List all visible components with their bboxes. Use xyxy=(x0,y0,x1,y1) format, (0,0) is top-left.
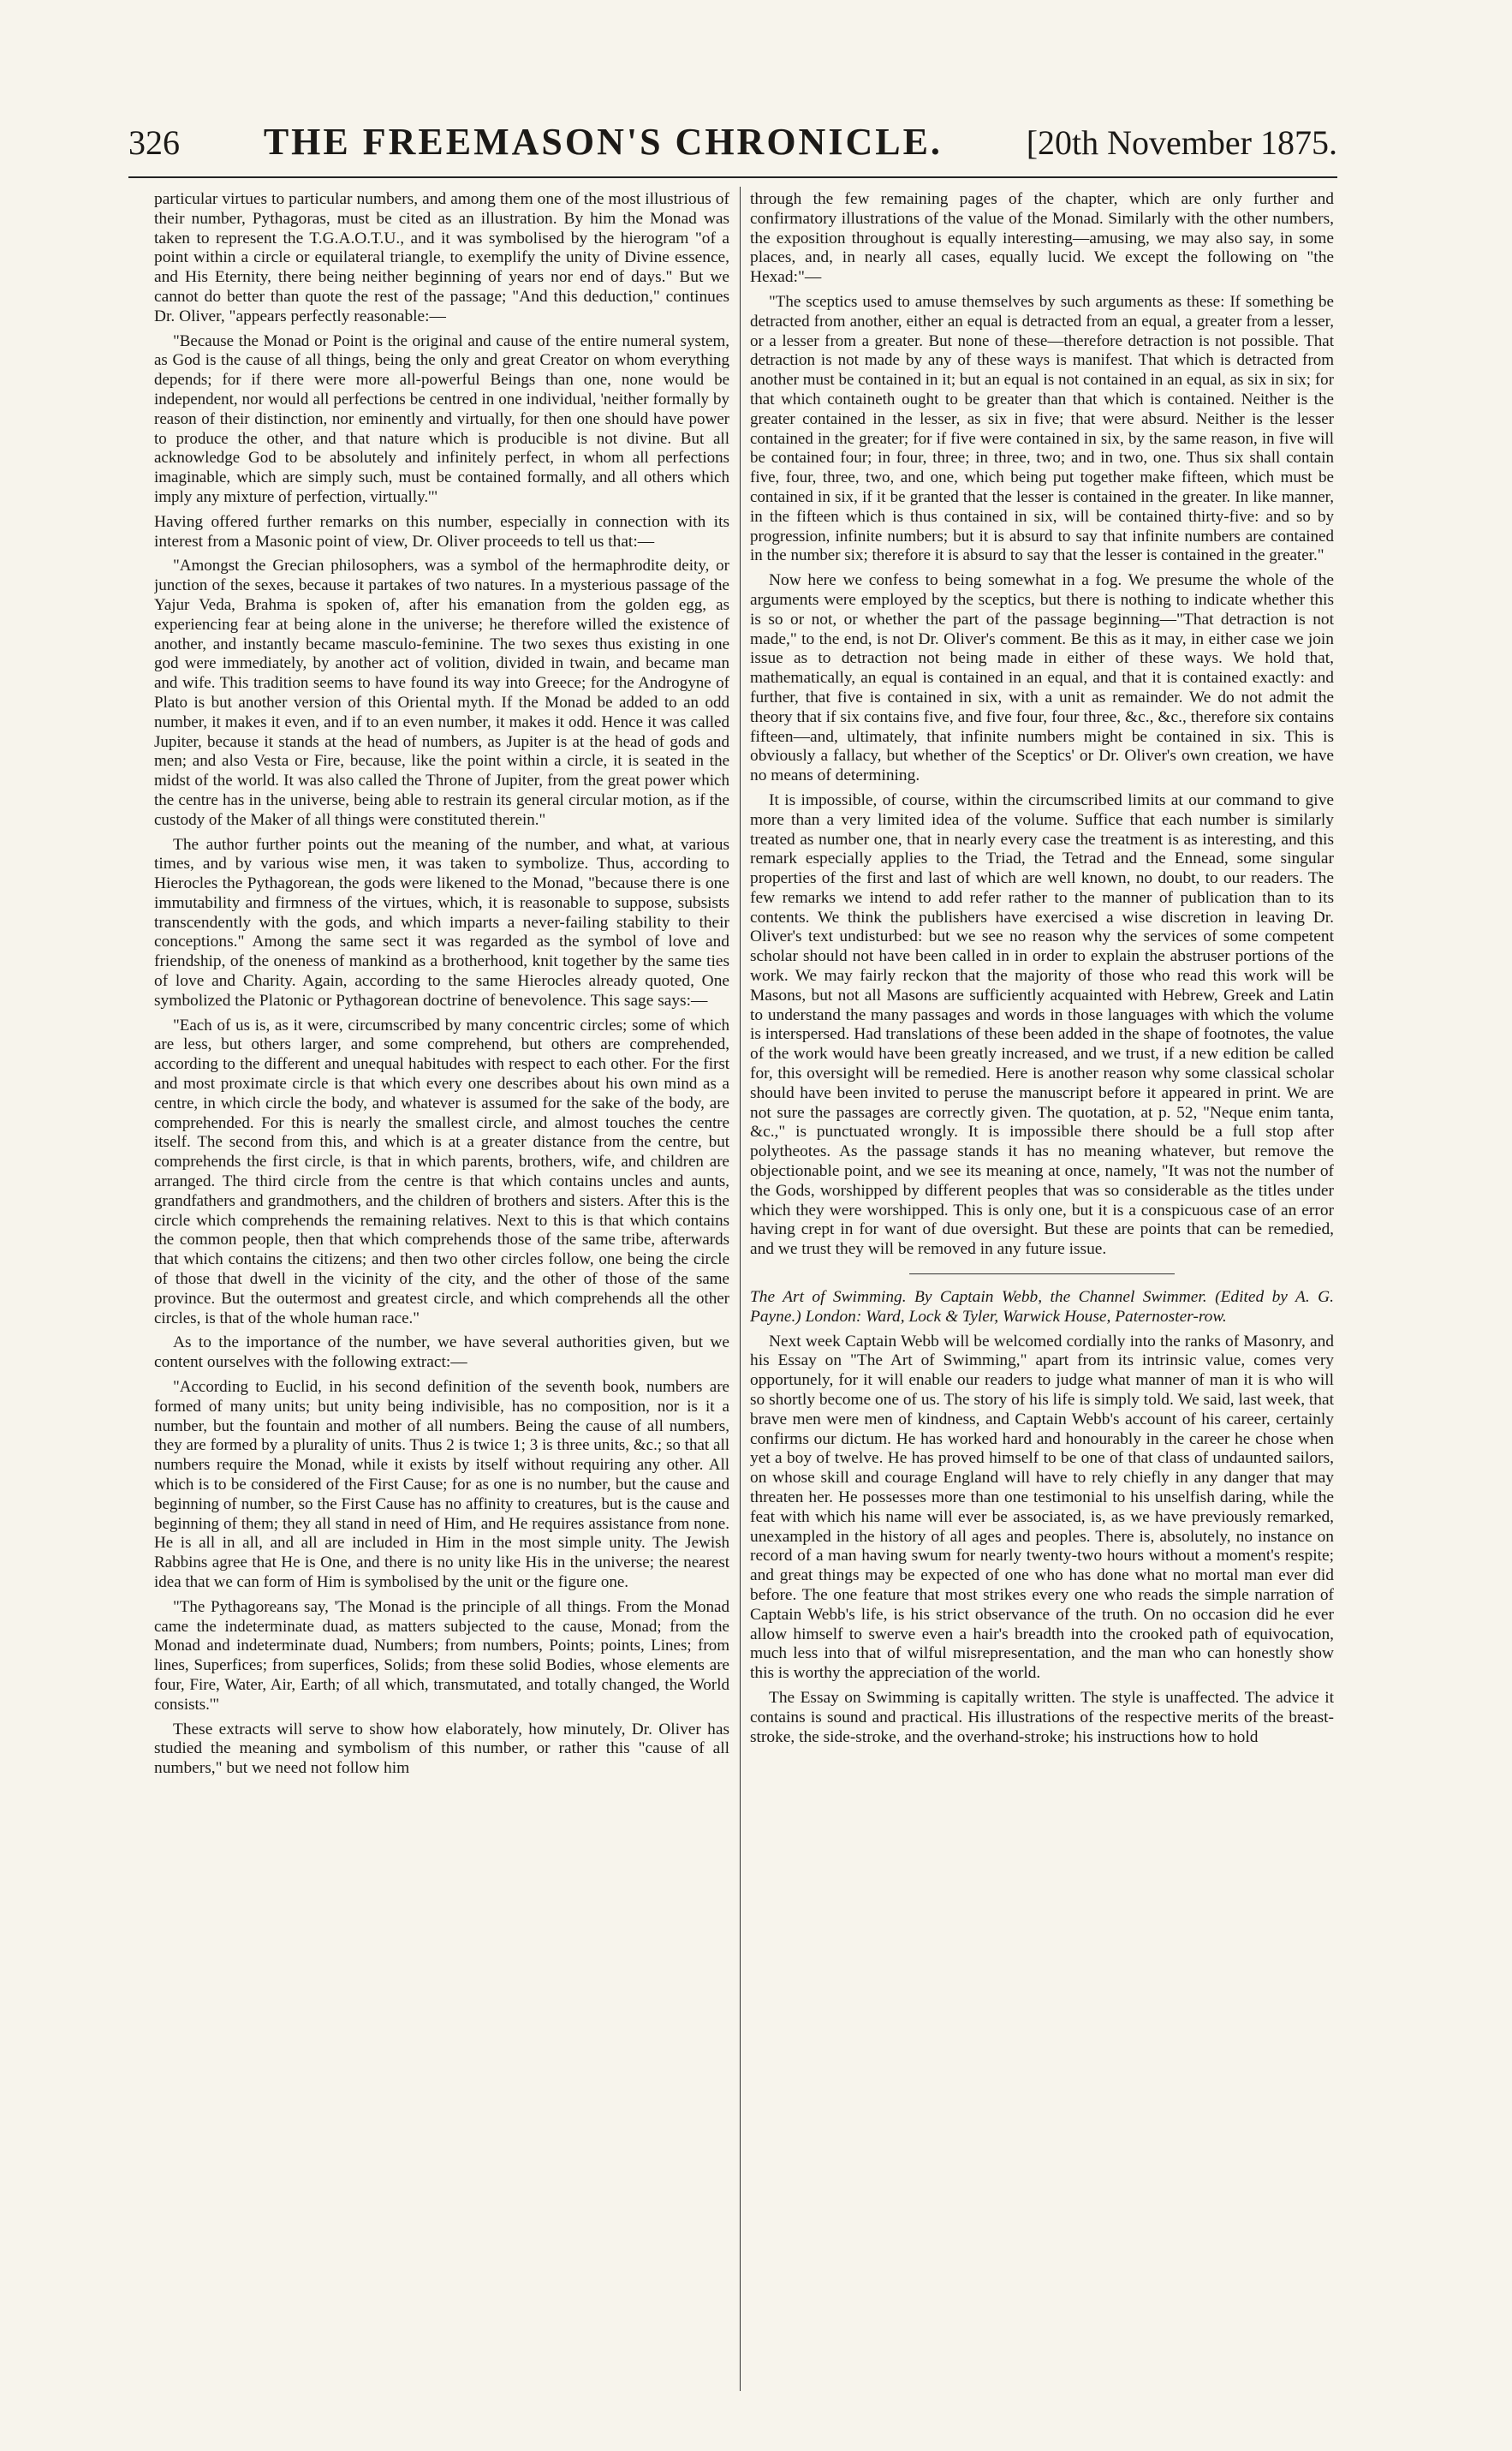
paragraph: The author further points out the meaning of the number, and what, at various times, and by various wise men, it was taken to symbolize. Thus, according to Hierocles the Pythagorean, the gods were likened to the Monad, "because there is one immutability and firmness of the virtues, which, it is reasonable to suppose, subsists transcendently with the gods, and which imparts a never-failing stability to their conceptions." Among the same sect it was regarded as the symbol of love and friendship, of the oneness of mankind as a brotherhood, knit together by the same ties of love and Charity. Again, according to the same Hierocles already quoted, One symbolized the Platonic or Pythagorean doctrine of benevolence. This sage says:— xyxy=(154,835,729,1010)
paragraph: The Essay on Swimming is capitally written. The style is unaffected. The advice it contains is sound and practical. His illustrations of the respective merits of the breast-stroke, the side-stroke, and the overhand-stroke; his instructions how to hold xyxy=(750,1688,1334,1746)
masthead xyxy=(128,120,1337,171)
quotation: "The sceptics used to amuse themselves by such arguments as these: If something be detracted from another, either an equal is detracted from an equal, a greater from a lesser, or a lesser from a greater. But none of these—therefore detraction is not possible. That detraction is not made by any of these ways is manifest. That which is detracted from another must be contained in it; but an equal is not contained in an equal, as six in six; for that which containeth ought to be greater than that which is contained. Neither is the greater contained in the lesser, as six in five; that were absurd. Neither is the lesser contained in the greater; for if five were contained in six, by the same reason, in five will be contained four; in four, three; in three, two; and in two, one. Thus six shall contain five, four, three, two, and one, which being put together make fifteen, which must be contained in six, if it be granted that the lesser is contained in the greater. In like manner, in the fifteen which is thus contained in six, will be contained thirty-five: and so by progression, infinite numbers; but it is absurd to say that infinite numbers are contained in the number six; therefore it is absurd to say that the lesser is contained in the greater." xyxy=(750,292,1334,565)
paragraph: As to the importance of the number, we have several authorities given, but we content ourselves with the following extract:— xyxy=(154,1333,729,1372)
paragraph: It is impossible, of course, within the circumscribed limits at our command to give more than a very limited idea of the volume. Suffice that each number is similarly treated as number one, that in nearly every case the treatment is as interesting, and this remark especially applies to the Triad, the Tetrad and the Ennead, some singular properties of the first and last of which are well known, no doubt, to our readers. The few remarks we intend to add refer rather to the manner of publication than to its contents. We think the publishers have exercised a wise discretion in leaving Dr. Oliver's text undisturbed: but we see no reason why the services of some competent scholar should not have been called in in order to explain the abstruser portions of the work. We may fairly reckon that the majority of those who read this work will be Masons, but not all Masons are sufficiently acquainted with Hebrew, Greek and Latin to understand the many passages and words in those languages with which the volume is interspersed. Had translations of these been added in the shape of footnotes, the value of the work would have been greatly increased, and we trust, if a new edition be called for, this oversight will be remedied. Here is another reason why some classical scholar should have been invited to peruse the manuscript before it appeared in print. We are not sure the passages are correctly given. The quotation, at p. 52, "Neque enim tanta, &c.," is punctuated wrongly. It is impossible there should be a full stop after polytheotes. As the passage stands it has no meaning whatever, but remove the objectionable point, and we see its meaning at once, namely, "It was not the number of the Gods, worshipped by different peoples that was so considerable as the titles under which they were worshipped. This is only one, but it is a conspicuous case of an error having crept in for want of due oversight. But these are points that can be remedied, and we trust they will be removed in any future issue. xyxy=(750,790,1334,1259)
right-column xyxy=(750,190,1334,2391)
publication-title: THE FREEMASON'S CHRONICLE. xyxy=(263,121,943,163)
masthead-rule xyxy=(128,176,1337,178)
quotation: "According to Euclid, in his second definition of the seventh book, numbers are formed of many units; but unity being indivisible, has no composition, nor is it a number, but the fountain and mother of all numbers. Being the cause of all numbers, they are formed by a plurality of units. Thus 2 is twice 1; 3 is three units, &c.; so that all numbers require the Monad, while it exists by itself without requiring any other. All which is to be considered of the First Cause; for as one is no number, but the cause and beginning of number, so the First Cause has no affinity to creatures, but is the cause and beginning of them; they all stand in need of Him, and He requires assistance from none. He is all in all, and all are included in Him in the most simple unity. The Jewish Rabbins agree that He is One, and there is no unity like His in the universe; the nearest idea that we can form of Him is symbolised by the unit or the figure one. xyxy=(154,1378,729,1591)
paragraph: through the few remaining pages of the chapter, which are only further and confirmatory illustrations of the value of the Monad. Similarly with the other numbers, the exposition throughout is equally interesting—amusing, we may also say, in some places, and, in nearly all cases, equally lucid. We except the following on "the Hexad:"— xyxy=(750,190,1334,287)
review-heading xyxy=(750,1288,1334,1327)
page-number: 326 xyxy=(128,123,180,162)
paragraph: Now here we confess to being somewhat in a fog. We presume the whole of the arguments were employed by the sceptics, but there is nothing to indicate whether this is so or not, or whether the part of the passage beginning—"That detraction is not made," to the end, is not Dr. Oliver's comment. Be this as it may, in either case we join issue as to detraction not being made in either of these ways. We hold that, mathematically, an equal is contained in an equal, and that it is contained exactly: and further, that five is contained in six, with a unit as remainder. We do not admit the theory that if six contains five, and five four, four three, &c., &c., therefore six contains fifteen—and, ultimately, that infinite numbers might be contained in six. This is obviously a fallacy, but whether of the Sceptics' or Dr. Oliver's own creation, we have no means of determining. xyxy=(750,571,1334,785)
quotation: "The Pythagoreans say, 'The Monad is the principle of all things. From the Monad came the indeterminate duad, as matters subjected to the cause, Monad; from the Monad and indeterminate duad, Numbers; from numbers, Points; points, Lines; from lines, Superfices; from superfices, Solids; from these solid Bodies, whose elements are four, Fire, Water, Air, Earth; of all which, transmutated, and totally changed, the World consists.'" xyxy=(154,1597,729,1714)
paragraph: particular virtues to particular numbers, and among them one of the most illustrious of their number, Pythagoras, must be cited as an illustration. By him the Monad was taken to represent the T.G.A.O.T.U., and it was symbolised by the hierogram "of a point within a circle or equilateral triangle, to exemplify the unity of Divine essence, and His Eternity, there being neither beginning of years nor end of days." But we cannot do better than quote the rest of the passage; "And this deduction," continues Dr. Oliver, "appears perfectly reasonable:— xyxy=(154,190,729,325)
paragraph: Having offered further remarks on this number, especially in connection with its interest from a Masonic point of view, Dr. Oliver proceeds to tell us that:— xyxy=(154,512,729,551)
left-column xyxy=(154,190,729,2391)
quotation: "Amongst the Grecian philosophers, was a symbol of the hermaphrodite deity, or junction of the sexes, because it partakes of two natures. In a mysterious passage of the Yajur Veda, Brahma is spoken of, after his emanation from the golden egg, as experiencing fear at being alone in the universe; he therefore willed the existence of another, and instantly became masculo-feminine. The two sexes thus existing in one god were immediately, by another act of volition, divided in twain, and became man and wife. This tradition seems to have found its way into Greece; for the Androgyne of Plato is but another version of this Oriental myth. If the Monad be added to an odd number, it makes it even, and if to an even number, it makes it odd. Hence it was called Jupiter, because it stands at the head of numbers, as Jupiter is at the head of gods and men; and also Vesta or Fire, because, like the point within a circle, it is seated in the midst of the world. It was also called the Throne of Jupiter, from the great power which the centre has in the universe, being able to restrain its general circular motion, as if the custody of the Maker of all things were constituted therein." xyxy=(154,557,729,829)
paragraph: These extracts will serve to show how elaborately, how minutely, Dr. Oliver has studied the meaning and symbolism of this number, or rather this "cause of all numbers," but we need not follow him xyxy=(154,1720,729,1778)
paragraph: Next week Captain Webb will be welcomed cordially into the ranks of Masonry, and his Essay on "The Art of Swimming," apart from its intrinsic value, comes very opportunely, for it will enable our readers to judge what manner of man it is who will so shortly become one of us. The story of his life is simply told. We said, last week, that brave men were men of kindness, and Captain Webb's account of his career, certainly confirms our dictum. He has worked hard and honourably in the career he chose when yet a boy of twelve. He has proved himself to be one of that class of undaunted sailors, on whose skill and courage England will have to rely chiefly in any danger that may threaten her. He possesses more than one testimonial to his unselfish daring, while the feat with which his name will ever be associated, is, as we have previously remarked, unexampled in the history of all ages and peoples. There is, absolutely, no instance on record of a man having swum for nearly twenty-two hours without a moment's respite; and great things may be expected of one who has done what no mortal man ever did before. The one feature that most strikes every one who reads the simple narration of Captain Webb's life, is his strict observance of the truth. On no occasion did he ever allow himself to swerve even a hair's breadth into the crooked path of equivocation, much less into that of wilful misrepresentation, and the man who can honestly show this is worthy the appreciation of the world. xyxy=(750,1332,1334,1683)
quotation: "Each of us is, as it were, circumscribed by many concentric circles; some of which are less, but others larger, and some comprehend, but others are comprehended, according to the different and unequal habitudes with respect to each other. For the first and most proximate circle is that which every one describes about his own mind as a centre, in which circle the body, and whatever is assumed for the sake of the body, are comprehended. For this is nearly the smallest circle, and almost touches the centre itself. The second from this, and which is at a greater distance from the centre, but comprehends the first circle, is that in which parents, brothers, wife, and children are arranged. The third circle from the centre is that which contains uncles and aunts, grandfathers and grandmothers, and the children of brothers and sisters. After this is the circle which comprehends the remaining relatives. Next to this is that which contains the common people, then that which comprehends those of the same tribe, afterwards that which contains the citizens; and then two other circles follow, one being the circle of those that dwell in the vicinity of the city, and the other of those of the same province. But the outermost and greatest circle, and which comprehends all the other circles, is that of the whole human race." xyxy=(154,1016,729,1327)
quotation: "Because the Monad or Point is the original and cause of the entire numeral system, as God is the cause of all things, being the only and great Creator on whom everything depends; for if there were more all-powerful Beings than one, none would be independent, nor would all perfections be centred in one individual, 'neither formally by reason of their distinction, nor eminently and virtually, for then one should have power to produce the other, and that nature which is producible is not divine. But all acknowledge God to be absolutely and infinitely perfect, in whom all perfections imaginable, which are simply such, must be contained formally, and all others which imply any mixture of perfection, virtually.'" xyxy=(154,331,729,506)
review-heading-text: The Art of Swimming. By Captain Webb, the Channel Swimmer. (Edited by A. G. Payne.) London: Ward, Lock & Tyler, Warwick House, Paternoster-row. xyxy=(750,1288,1334,1326)
section-separator xyxy=(909,1273,1175,1274)
column-divider xyxy=(740,187,741,2391)
issue-date: [20th November 1875. xyxy=(1026,123,1337,162)
